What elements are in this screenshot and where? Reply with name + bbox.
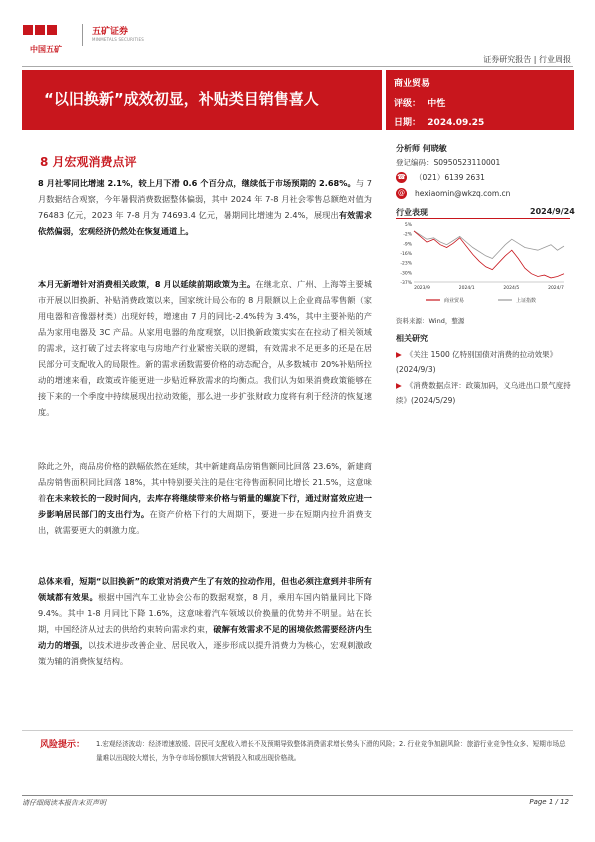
analyst-name: 分析师 何晓敏 — [396, 144, 447, 153]
p4-bold-2: 破解有效需求不足的困境依然需要经济内生动力的增强， — [38, 624, 372, 650]
brand-name-en: MINMETALS SECURITIES — [92, 37, 144, 42]
industry-label: 商业贸易 — [394, 79, 431, 89]
series-line-shangmao — [414, 231, 564, 278]
y-tick-label: -2% — [403, 232, 412, 238]
y-tick-label: -37% — [400, 281, 412, 286]
p1-text: 与 7 月数据结合观察，今年暑假消费数据整体偏弱，其中 2024 年 7-8 月社会零售总额绝对值为 76483 亿元，2023 年 7-8 月为 74693.4 亿元，暑期同比增速为 2.4%，展现出 — [38, 178, 372, 220]
x-tick-label: 2023/9 — [414, 286, 430, 291]
paragraph-2 — [38, 276, 372, 420]
brand-name: 五矿证券 — [92, 27, 129, 37]
y-tick-label: -9% — [403, 242, 412, 248]
report-title: “以旧换新”成效初显，补贴类目销售喜人 — [44, 90, 319, 108]
risk-rule — [22, 730, 573, 731]
p4-text-b: 以技术进步改善企业、居民收入，逐步形成以提升消费力为核心，宏观刺激政策为辅的消费恢复结构。 — [38, 640, 372, 666]
page-number: Page 1 / 12 — [529, 798, 569, 806]
risk-label: 风险提示： — [40, 740, 86, 750]
date-label: 日期： — [394, 118, 422, 128]
p3-bold: 在未来较长的一段时间内，去库存将继续带来价格与销量的螺旋下行，通过财富效应进一步影响居民部门的支出行为。 — [38, 493, 372, 519]
performance-rule — [396, 218, 570, 219]
paragraph-1 — [38, 175, 372, 239]
report-type: 证券研究报告 | 行业周报 — [483, 55, 571, 64]
p4-text-a: 根据中国汽车工业协会公布的数据观察，8 月，乘用车国内销量同比下降 9.4%。其中 1-8 月同比下降 1.6%，这意味着汽车领域以价换量的优势并不明显。站在长期，中国经济从过去的供给约束转向需求约束， — [38, 592, 372, 634]
paragraph-4 — [38, 573, 372, 669]
p3-text-b: 在资产价格下行的大周期下，要进一步在短期内拉升消费支出，就需要更大的刺激力度。 — [38, 509, 372, 535]
chart-source: 资料来源：Wind，整源 — [396, 317, 465, 325]
date-row — [394, 115, 484, 128]
p2-text: 在继北京、广州、上海等主要城市开展以旧换新、补贴消费政策以来，国家统计局公布的 8 月限额以上企业商品零售额（家用电器和音像器材类）出现好转，增速由 7 月的同比-2.4%转为 3.4%，其中主要补贴的产品为家用电器及 3C 产品。从家用电器的角度观察，以旧换新政策实实在在拉动了相关领域的需求，这打破了过去将家电与房地产行业紧密关联的逻辑，有效需求不足更多的还是在居民部分可支配收入的局限性。新的需求函数需要价格的动态配合，从多数城市 20%补贴所拉动的增速来看，政策或许能更进一步贴近释放需求的均衡点。我们认为如果消费政策能够在接下来的一个季度中持续展现出拉动效能，那么进一步扩张财政力度将有利于经济的恢复速度。 — [38, 279, 372, 417]
section-heading: 8 月宏观消费点评 — [40, 155, 137, 169]
related-item-1[interactable] — [396, 347, 571, 377]
footer-rule — [22, 795, 573, 796]
p1-bold-2: 有效需求依然偏弱，宏观经济仍然处在恢复通道上。 — [38, 210, 372, 236]
rating-label: 评级： — [394, 99, 422, 109]
performance-date: 2024/9/24 — [530, 207, 575, 216]
y-tick-label: 5% — [404, 223, 412, 228]
legend-label: 商业贸易 — [444, 298, 465, 304]
p2-bold: 本月无新增针对消费相关政策，8 月以延续前期政策为主。 — [38, 279, 256, 289]
phone-icon: ☎ — [397, 173, 406, 181]
risk-text: 1.宏观经济波动：经济增速放缓、居民可支配收入增长不及预期导致整体消费需求增长势头下滑的风险；2. 行业竞争加剧风险：旅游行业竞争性众多、短期市场总量难以出现较大增长，为争夺市场份额加大营销投入和或出现价格战。 — [96, 740, 566, 762]
related-item-2-text: 《消费数据点评：政策加码，义乌进出口景气度持续》(2024/5/29) — [396, 381, 571, 405]
footer-disclaimer: 请仔细阅读本报告末页声明 — [22, 799, 106, 807]
y-tick-label: -16% — [400, 252, 412, 257]
bullet-icon: ▶ — [396, 381, 402, 390]
rating-row — [394, 96, 445, 109]
phone-row — [396, 172, 485, 183]
x-tick-label: 2024/7 — [548, 286, 564, 291]
performance-title: 行业表现 — [396, 208, 428, 217]
y-tick-label: -30% — [400, 271, 412, 277]
p1-bold-1: 8 月社零同比增速 2.1%，较上月下滑 0.6 个百分点，继续低于市场预期的 2.68%。 — [38, 178, 356, 188]
logo-divider — [82, 24, 83, 46]
related-title: 相关研究 — [396, 334, 428, 343]
company-logo-icon — [22, 20, 62, 42]
y-tick-label: -23% — [400, 261, 412, 267]
x-tick-label: 2024/1 — [458, 286, 475, 291]
x-tick-label: 2024/5 — [503, 286, 520, 291]
related-item-1-text: 《关注 1500 亿特别国债对消费的拉动效果》(2024/9/3) — [396, 350, 558, 374]
date-value: 2024.09.25 — [427, 118, 485, 128]
legend-label: 上证指数 — [516, 298, 537, 304]
analyst-phone: （021）6139 2631 — [415, 173, 485, 182]
related-item-2[interactable] — [396, 378, 571, 408]
p4-bold-1: 总体来看，短期“以旧换新”的政策对消费产生了有效的拉动作用，但也必须注意到并非所有领域都有效果。 — [38, 576, 372, 602]
series-line-shangzheng — [414, 231, 564, 259]
header-rule — [22, 66, 573, 67]
analyst-registration: 登记编码：S0950523110001 — [396, 158, 501, 167]
paragraph-3 — [38, 458, 372, 538]
analyst-email[interactable]: hexiaomin@wkzq.com.cn — [415, 189, 511, 198]
p3-text-a: 除此之外，商品房价格的跌幅依然在延续，其中新建商品房销售额同比回落 23.6%，新建商品房销售面积同比回落 18%，其中特别要关注的是住宅待售面积同比增长 21.5%，这意味着 — [38, 461, 372, 503]
email-icon: @ — [398, 189, 405, 197]
performance-chart — [396, 220, 570, 310]
bullet-icon: ▶ — [396, 350, 402, 359]
company-name: 中国五矿 — [30, 45, 62, 54]
rating-value: 中性 — [427, 99, 446, 109]
email-row — [396, 188, 510, 199]
